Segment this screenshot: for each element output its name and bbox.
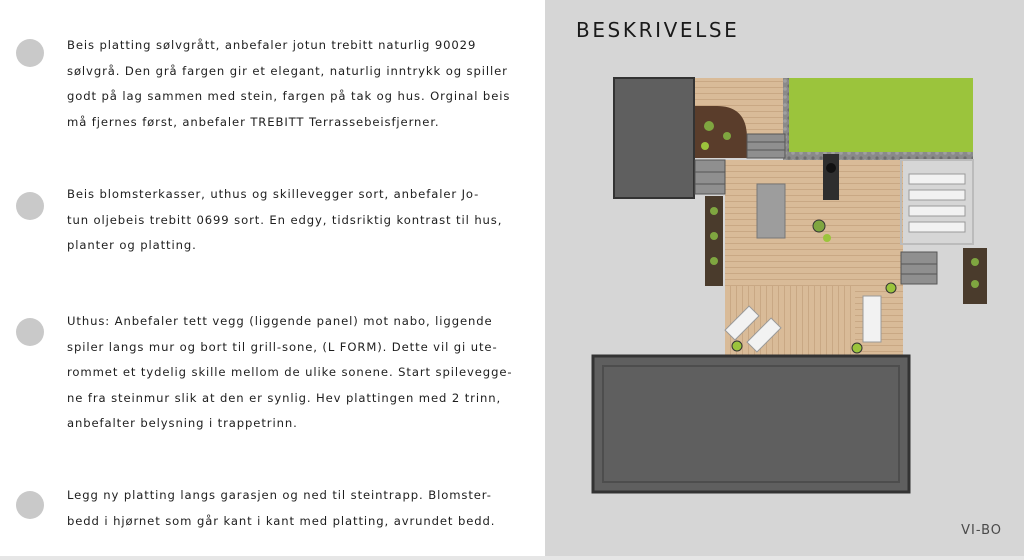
plan-panel: [545, 0, 1024, 556]
planter-box-right: [963, 248, 987, 304]
house-roof: [593, 356, 909, 492]
steps-right: [901, 252, 937, 284]
grill: [823, 154, 839, 200]
steps-top: [747, 134, 785, 158]
bullet-icon: [16, 39, 44, 67]
lawn-border: [789, 152, 973, 160]
paragraph-text: Legg ny platting langs garasjen og ned til steintrapp. Blomster- bedd i hjørnet som går kant i kant med platting, avrundet bedd.: [67, 488, 496, 528]
page-title: BESKRIVELSE: [576, 18, 740, 42]
bullet-icon: [16, 192, 44, 220]
paragraph-text: Beis platting sølvgrått, anbefaler jotun trebitt naturlig 90029 sølvgrå. Den grå fargen gir et elegant, naturlig inntrykk og spiller godt på lag sammen med stein, fargen på tak og hus. Orginal beis må fjernes først, anbefaler TREBITT Terrassebeisfjerner.: [67, 38, 511, 129]
outdoor-rug: [757, 184, 785, 238]
paragraph-text: Beis blomsterkasser, uthus og skillevegger sort, anbefaler Jo- tun oljebeis trebitt 0699 sort. En edgy, tidsriktig kontrast til hus, planter og platting.: [67, 187, 503, 252]
outbuilding-roof: [614, 78, 694, 198]
bench: [863, 296, 881, 342]
site-plan-drawing: [587, 76, 989, 496]
vibo-logo: VI-BO: [961, 523, 1002, 538]
paragraph-text: Uthus: Anbefaler tett vegg (liggende panel) mot nabo, liggende spiler langs mur og bort til grill-sone, (L FORM). Dette vil gi ute- rommet et tydelig skille mellom de ulike sonene. Start spilevegge- ne fra steinmur slik at den er synlig. Hev plattingen med 2 trinn, anbefalter belysning i trappetrinn.: [67, 314, 513, 430]
bottom-divider: [0, 556, 1024, 560]
steps-left: [695, 160, 725, 194]
bullet-icon: [16, 491, 44, 519]
bullet-icon: [16, 318, 44, 346]
round-flower-bed: [695, 106, 747, 158]
lawn: [789, 78, 973, 154]
